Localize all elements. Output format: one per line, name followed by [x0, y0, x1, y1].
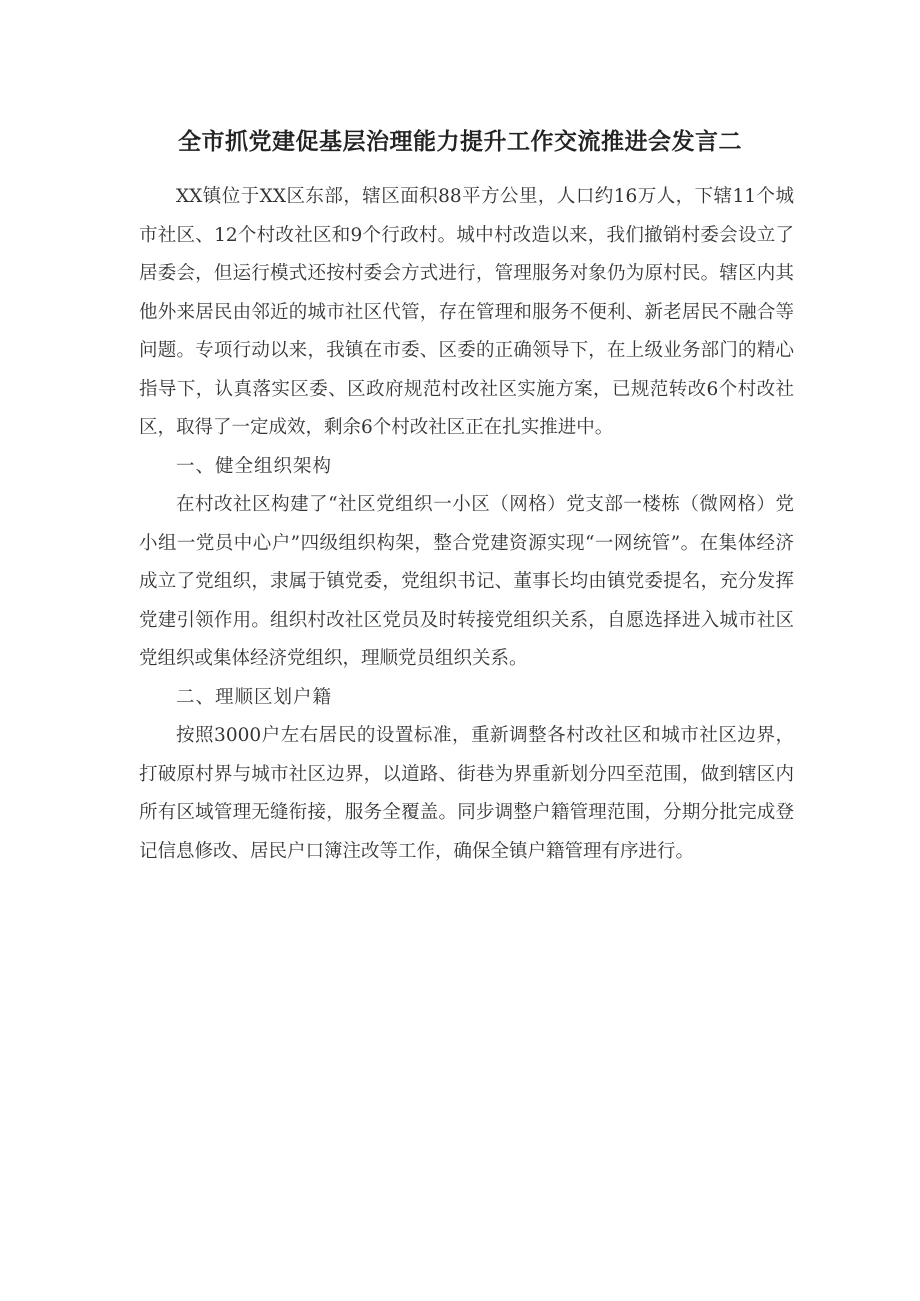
section-heading-2: 二、理顺区划户籍 [176, 686, 333, 708]
paragraph-intro: XX镇位于XX区东部，辖区面积88平方公里，人口约16万人，下辖11个城市社区、12个村改社区和9个行政村。城中村改造以来，我们撤销村委会设立了居委会，但运行模式还按村委会方式进行，管理服务对象仍为原村民。辖区内其他外来居民由邻近的城市社区代管，存在管理和服务不便利、新老居民不融合等问题。专项行动以来，我镇在市委、区委的正确领导下，在上级业务部门的精心指导下，认真落实区委、区政府规范村改社区实施方案，已规范转改6个村改社区，取得了一定成效，剩余6个村改社区正在扎实推进中。 [139, 186, 794, 438]
section-heading-1: 一、健全组织架构 [176, 455, 333, 477]
document-body [139, 178, 794, 871]
paragraph-organization: 在村改社区构建了“社区党组织一小区（网格）党支部一楼栋（微网格）党小组一党员中心户”四级组织构架，整合党建资源实现“一网统管”。在集体经济成立了党组织，隶属于镇党委，党组织书记、董事长均由镇党委提名，充分发挥党建引领作用。组织村改社区党员及时转接党组织关系，自愿选择进入城市社区党组织或集体经济党组织，理顺党员组织关系。 [139, 494, 794, 669]
paragraph-household: 按照3000户左右居民的设置标准，重新调整各村改社区和城市社区边界，打破原村界与城市社区边界，以道路、街巷为界重新划分四至范围，做到辖区内所有区域管理无缝衔接，服务全覆盖。同步调整户籍管理范围，分期分批完成登记信息修改、居民户口簿注改等工作，确保全镇户籍管理有序进行。 [139, 725, 794, 862]
document-title: 全市抓党建促基层治理能力提升工作交流推进会发言二 [178, 129, 742, 155]
